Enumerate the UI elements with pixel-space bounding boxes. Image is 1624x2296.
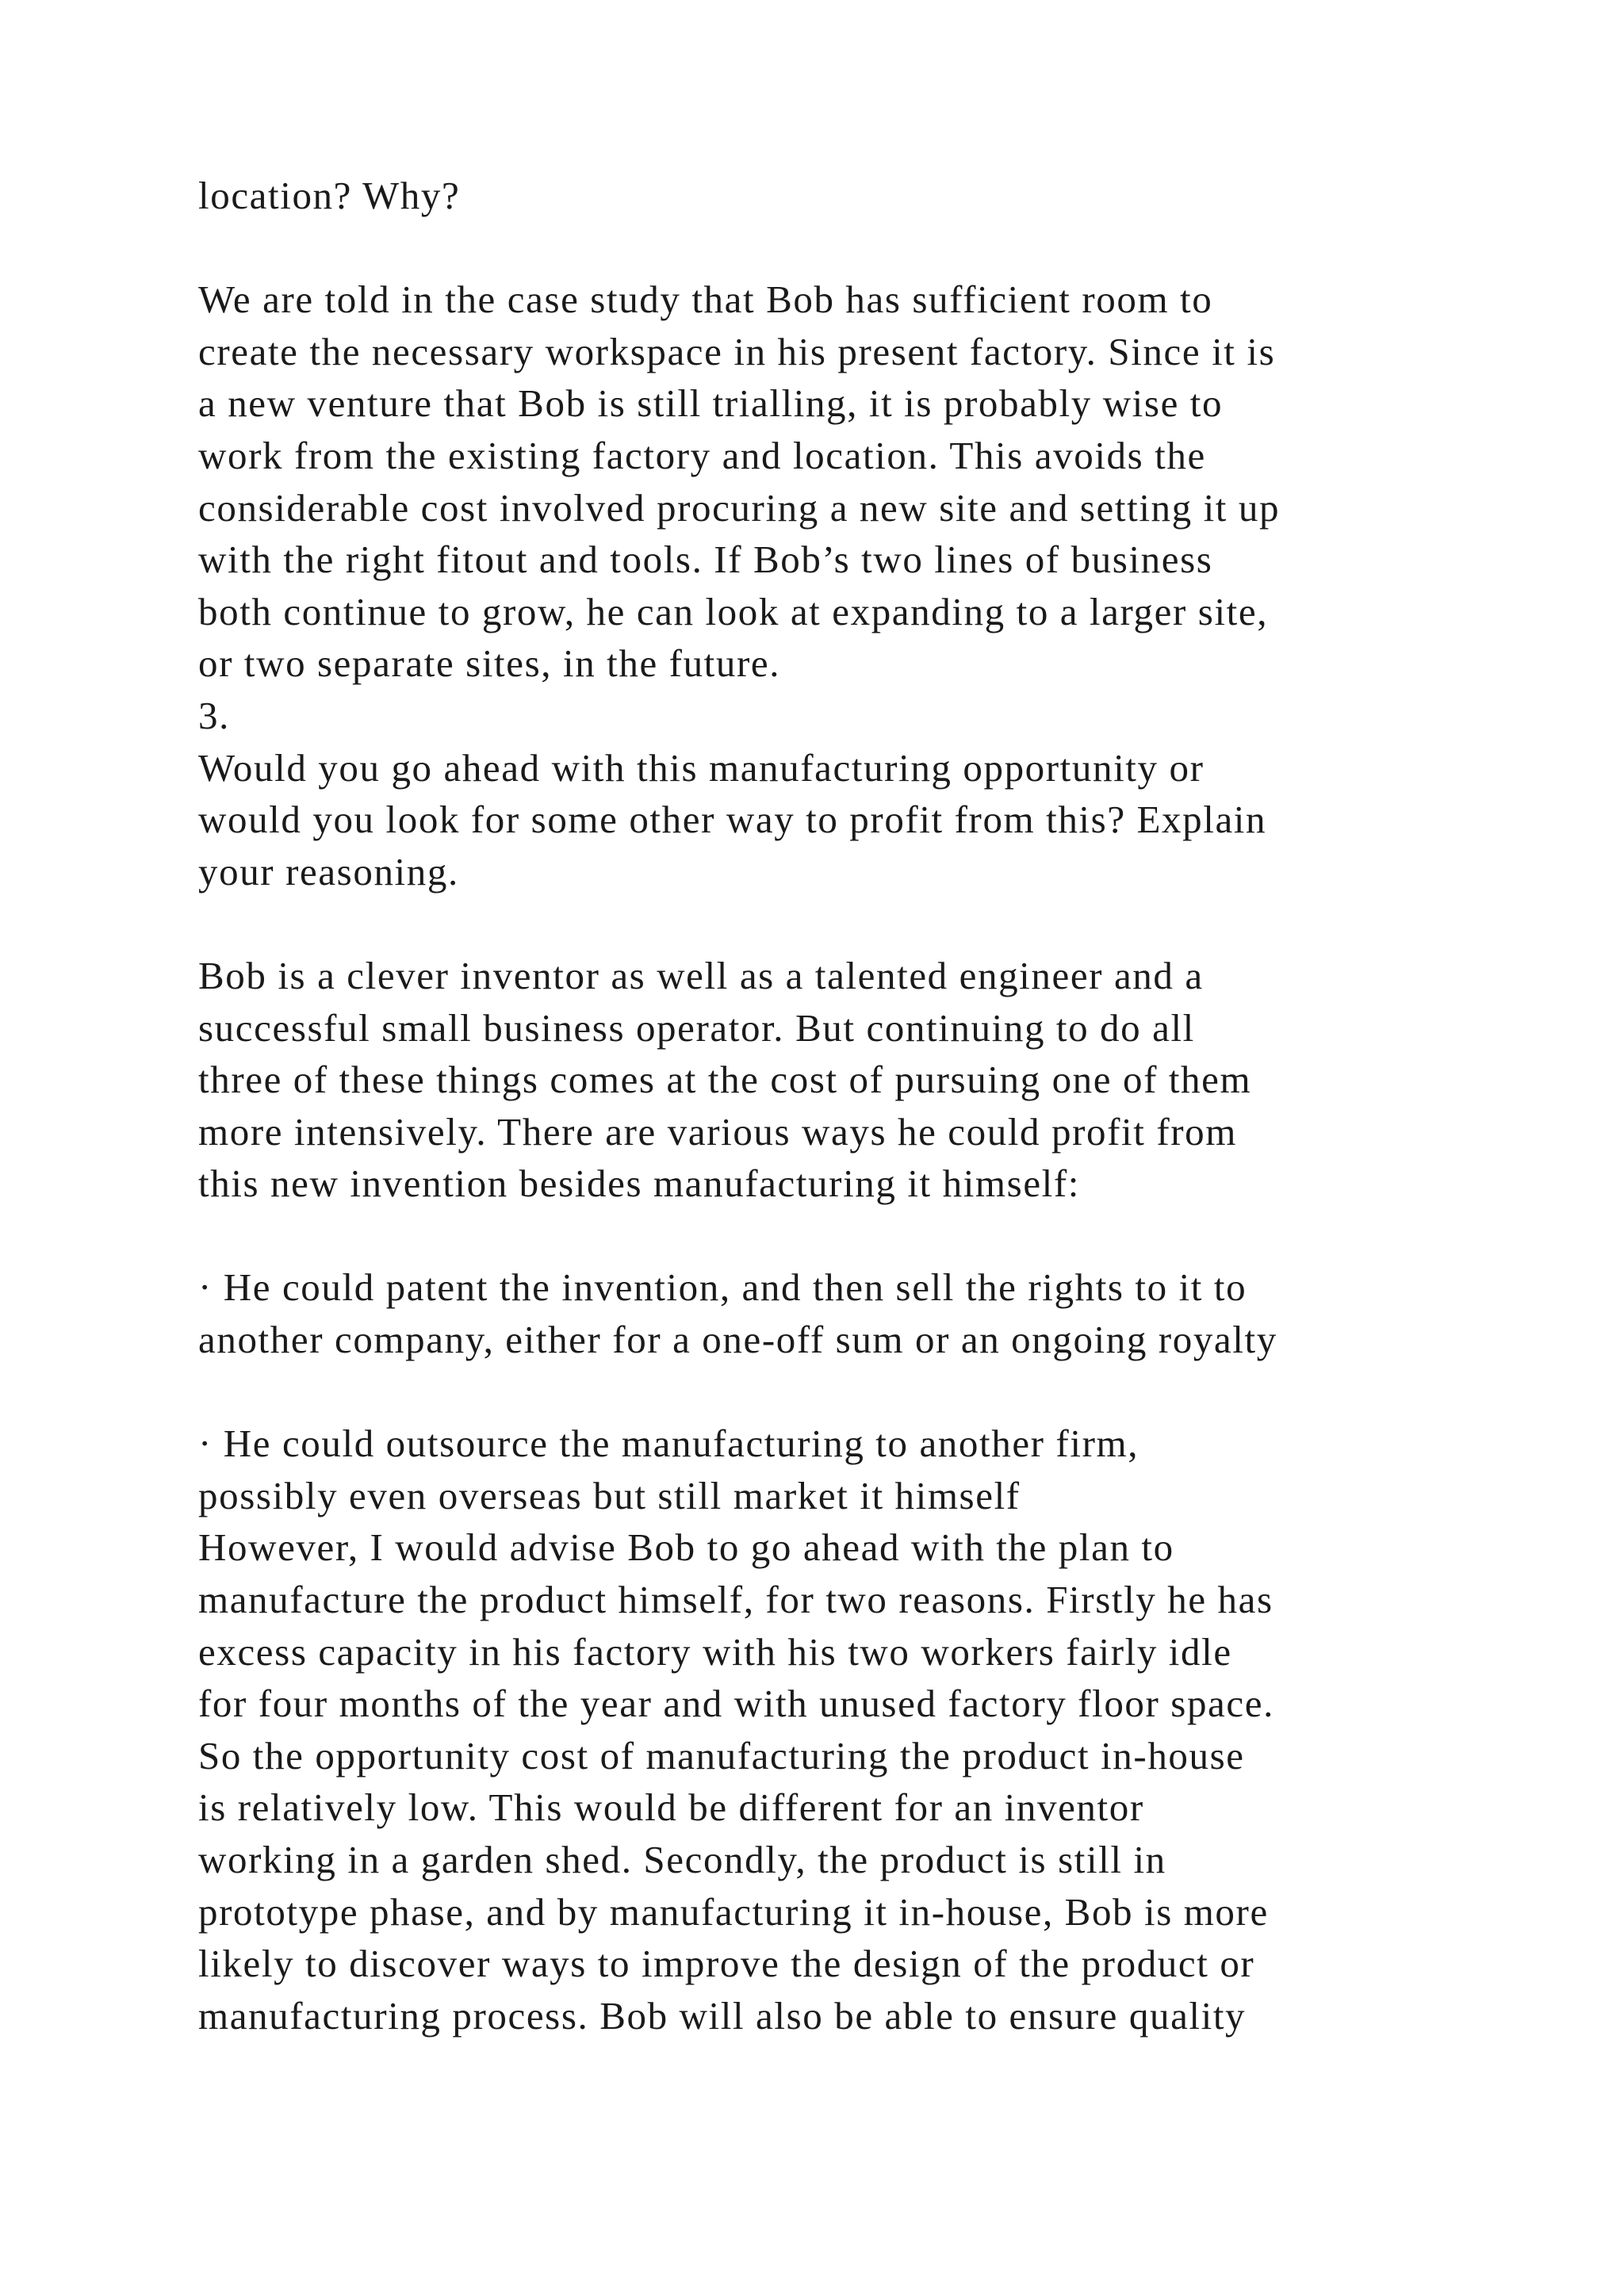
answer-2 xyxy=(198,274,1467,690)
text-line: We are told in the case study that Bob has sufficient room to xyxy=(198,277,1213,322)
text-line: with the right fitout and tools. If Bob’s two lines of business xyxy=(198,538,1213,582)
text-line: a new venture that Bob is still trialling, it is probably wise to xyxy=(198,381,1224,426)
text-line: for four months of the year and with unused factory floor space. xyxy=(198,1682,1274,1726)
document-body xyxy=(198,170,1467,2042)
text-line: likely to discover ways to improve the design of the product or xyxy=(198,1942,1255,1986)
text-line: Bob is a clever inventor as well as a talented engineer and a xyxy=(198,953,1204,997)
text-line: However, I would advise Bob to go ahead with the plan to xyxy=(198,1525,1174,1570)
text-line: possibly even overseas but still market it himself xyxy=(198,1473,1021,1517)
answer-3-intro xyxy=(198,950,1467,1210)
text-line: · He could patent the invention, and then sell the rights to it to xyxy=(198,1265,1247,1310)
text-line: So the opportunity cost of manufacturing the product in-house xyxy=(198,1733,1245,1777)
paragraph-gap xyxy=(198,222,1467,274)
paragraph-gap xyxy=(198,897,1467,950)
text-line: more intensively. There are various ways he could profit from xyxy=(198,1109,1237,1154)
bullet-outsource xyxy=(198,1418,1467,1521)
text-line: excess capacity in his factory with his two workers fairly idle xyxy=(198,1629,1232,1674)
text-line: is relatively low. This would be different for an inventor xyxy=(198,1785,1144,1830)
text-line: manufacture the product himself, for two reasons. Firstly he has xyxy=(198,1578,1274,1622)
text-line: manufacturing process. Bob will also be able to ensure quality xyxy=(198,1993,1247,2038)
text-line: both continue to grow, he can look at expanding to a larger site, xyxy=(198,589,1269,633)
text-line: prototype phase, and by manufacturing it in-house, Bob is more xyxy=(198,1889,1269,1934)
answer-3-recommendation xyxy=(198,1521,1467,2042)
text-line: location? Why? xyxy=(198,174,461,217)
question-3 xyxy=(198,742,1467,898)
text-line: work from the existing factory and location. This avoids the xyxy=(198,433,1206,477)
text-line: this new invention besides manufacturing it himself: xyxy=(198,1161,1081,1206)
text-line: successful small business operator. But continuing to do all xyxy=(198,1005,1195,1050)
text-line: Would you go ahead with this manufacturing opportunity or xyxy=(198,745,1205,790)
text-line: would you look for some other way to profit from this? Explain xyxy=(198,798,1267,842)
bullet-patent xyxy=(198,1261,1467,1365)
text-line: · He could outsource the manufacturing to another firm, xyxy=(198,1422,1139,1466)
text-line: your reasoning. xyxy=(198,849,459,894)
text-line: 3. xyxy=(198,693,230,737)
text-line: another company, either for a one-off sum or an ongoing royalty xyxy=(198,1318,1277,1362)
question-3-number xyxy=(198,690,1467,742)
text-line: create the necessary workspace in his present factory. Since it is xyxy=(198,329,1276,373)
paragraph-gap xyxy=(198,1366,1467,1418)
paragraph-gap xyxy=(198,1210,1467,1262)
text-line: three of these things comes at the cost of pursuing one of them xyxy=(198,1058,1252,1102)
text-line: or two separate sites, in the future. xyxy=(198,641,781,686)
question-2-tail xyxy=(198,170,1467,222)
text-line: working in a garden shed. Secondly, the product is still in xyxy=(198,1838,1166,1881)
text-line: considerable cost involved procuring a new site and setting it up xyxy=(198,485,1281,530)
